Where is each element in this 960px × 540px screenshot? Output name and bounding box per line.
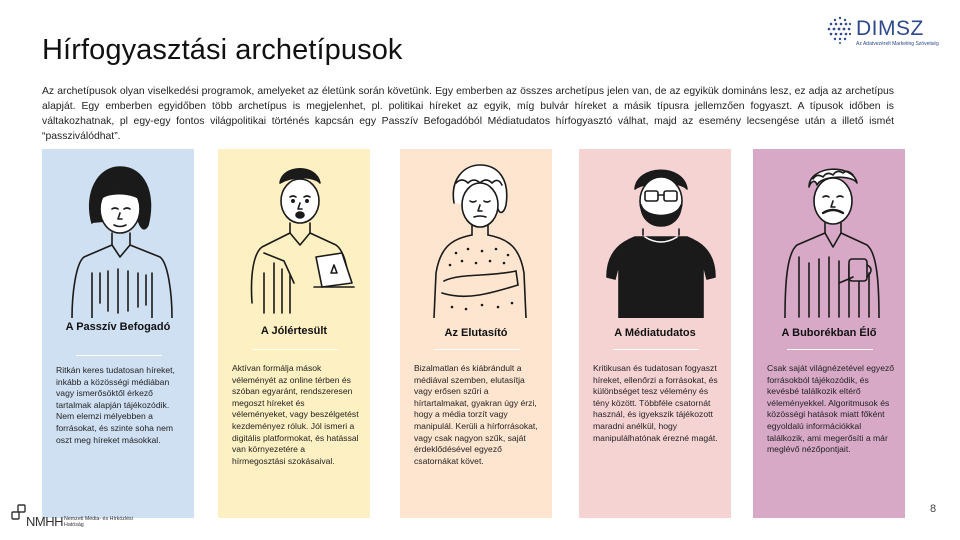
archetype-description: Kritikusan és tudatosan fogyaszt híreket, ellenőrzi a forrásokat, és különbséget tesz vélemény és tény között. Többféle csatornát használ, és igyekszik tájékozott maradni anélkül, hogy manipulálhatónak érezné magát. [593,363,718,443]
divider [252,349,338,350]
dimsz-logo-subtitle: Az Adatvezérelt Marketing Szövetség [856,41,939,47]
archetype-card-jolertesult [218,149,370,518]
dimsz-dots-icon [826,16,854,44]
archetype-description: Csak saját világnézetével egyező forrásokból tájékozódik, és kevésbé találkozik eltérő véleményekkel. Algoritmusok és közösségi hatások miatt főként egyoldalú információkkal találkozik, ami megerősíti a már meglévő nézőpontjait. [767,363,895,455]
archetype-card-passziv-befogado [42,149,194,518]
intro-paragraph: Az archetípusok olyan viselkedési programok, amelyeket az életünk során követünk. Egy emberben az összes archetípus jelen van, de az egyikük domináns lesz, ez adja az archetípus alapját. Egy emberben egyidőben több archetípus is megjelenhet, pl. politikai híreket az egyik, míg bulvár híreket a másik típusra jellemzően fogyaszt. A típusok időben is váltakozhatnak, pl egy-egy fontos világpolitikai történés kapcsán egy Passzív Befogadóból Médiatudatos hírfogyasztó válhat, majd az esemény lecsengése után a illető ismét “passziválódhat”. [42,86,894,142]
archetype-description: Aktívan formálja mások véleményét az online térben és szóban egyaránt, rendszeresen megoszt híreket és véleményeket, vagy beszélgetést kezdeményez róluk. Jól ismeri a digitális platformokat, és hatással van környezetére a hírmegosztási szokásaival. [232,363,359,466]
archetype-name: A Jólértesült [260,325,328,337]
divider [613,349,699,350]
archetype-description: Ritkán keres tudatosan híreket, inkább a közösségi médiában vagy ismerősöktől érkező tartalmak alapján tájékozódik. Nem elemzi mélyebben a forrásokat, és szinte soha nem oszt meg híreket másokkal. [56,365,175,445]
man-with-mug-icon [759,153,899,318]
dimsz-logo-word: DIMSZ [856,17,924,40]
dimsz-logo [826,16,946,48]
man-with-laptop-icon [224,153,364,318]
nmhh-logo [10,504,150,534]
divider [787,349,873,350]
archetype-name: A Buborékban Élő [781,327,877,339]
archetype-name: A Médiatudatos [614,327,696,339]
woman-portrait-icon [48,153,188,318]
archetype-description: Bizalmatlan és kiábrándult a médiával szemben, elutasítja vagy erősen szűri a hírtartalmakat, gyakran úgy érzi, hogy a média torzít vagy manipulál. Kerüli a hírforrásokat, vagy csak nagyon szűk, saját érdeklődésével egyező csatornákat követ. [414,363,538,466]
bearded-man-glasses-icon [585,153,725,318]
crossed-arms-person-icon [406,153,546,318]
archetype-name: Az Elutasító [444,327,508,339]
page-number: 8 [930,503,937,515]
page-title: Hírfogyasztási archetípusok [42,34,403,66]
archetype-card-elutasito [400,149,552,518]
nmhh-logo-fullname: Nemzeti Média- és Hírközlési Hatóság [64,516,133,529]
archetype-card-buborekban-elo [753,149,905,518]
nmhh-logo-abbr: NMHH [26,514,63,529]
divider [76,355,162,356]
divider [434,349,520,350]
archetype-card-mediatudatos [579,149,731,518]
archetype-name: A Passzív Befogadó [65,321,171,333]
